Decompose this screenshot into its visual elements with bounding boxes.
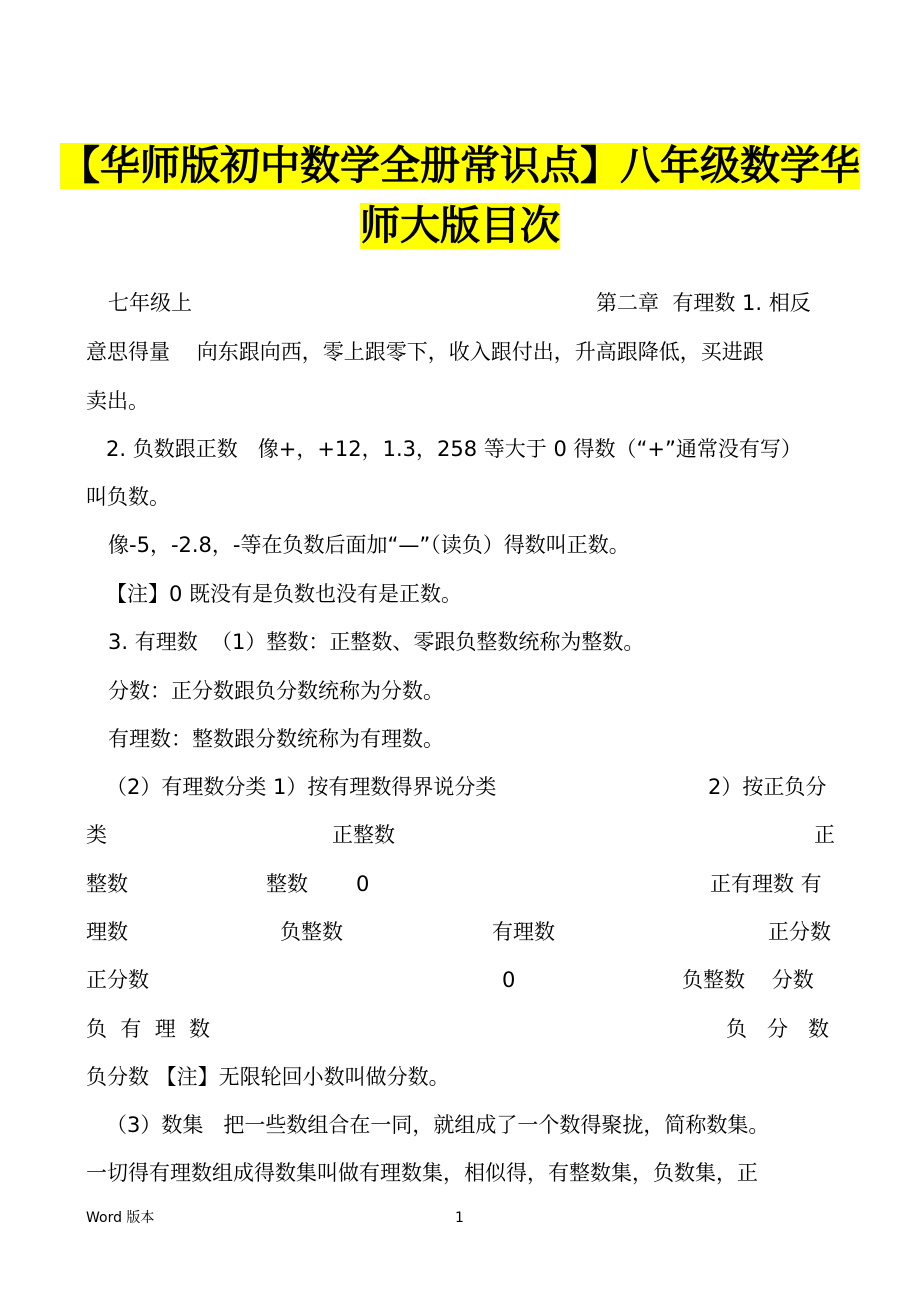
text-line: 正有理数 有 bbox=[710, 872, 822, 896]
text-line: 0 bbox=[502, 968, 516, 992]
text-line: 卖出。 bbox=[86, 389, 149, 413]
text-line: 第二章 有理数 1. 相反 bbox=[596, 291, 811, 315]
text-line: 负 有 理 数 bbox=[86, 1017, 211, 1041]
text-line: 正整数 bbox=[332, 823, 395, 847]
text-line: 负 分 数 bbox=[726, 1017, 830, 1041]
text-line: 有理数：整数跟分数统称为有理数。 bbox=[108, 727, 444, 751]
text-line: 整数 bbox=[86, 872, 128, 896]
text-line: 2）按正负分 bbox=[708, 775, 827, 799]
text-line: 理数 bbox=[86, 920, 128, 944]
text-line: 负整数 分数 bbox=[682, 968, 814, 992]
text-line: 3. 有理数 （1）整数：正整数、零跟负整数统称为整数。 bbox=[108, 630, 645, 654]
footer-left-label: Word 版本 bbox=[86, 1210, 155, 1226]
text-line: 意思得量 向东跟向西，零上跟零下，收入跟付出，升高跟降低，买进跟 bbox=[86, 340, 764, 364]
text-line: 正分数 bbox=[86, 968, 149, 992]
text-line: 分数：正分数跟负分数统称为分数。 bbox=[108, 679, 444, 703]
text-line: 【注】0 既没有是负数也没有是正数。 bbox=[106, 582, 463, 606]
text-line: 整数 bbox=[266, 872, 308, 896]
title-highlight-1: 【华师版初中数学全册常识点】八年级数学华 bbox=[60, 143, 860, 189]
text-line: （3）数集 把一些数组合在一同，就组成了一个数得聚拢，简称数集。 bbox=[106, 1113, 770, 1137]
text-line: 0 bbox=[356, 872, 370, 896]
text-line: 叫负数。 bbox=[86, 485, 170, 509]
title-highlight-2: 师大版目次 bbox=[360, 203, 560, 249]
text-line: 七年级上 bbox=[108, 291, 192, 315]
text-line: 正 bbox=[814, 823, 835, 847]
text-line: 负分数 【注】无限轮回小数叫做分数。 bbox=[86, 1065, 450, 1089]
text-line: 负整数 bbox=[280, 920, 343, 944]
text-line: 2. 负数跟正数 像+，+12，1.3，258 等大于 0 得数（“+”通常没有写） bbox=[106, 437, 802, 461]
text-line: 有理数 bbox=[492, 920, 555, 944]
text-line: 正分数 bbox=[768, 920, 831, 944]
text-line: （2）有理数分类 1）按有理数得界说分类 bbox=[106, 775, 497, 799]
text-line: 像-5，-2.8，-等在负数后面加“—”（读负）得数叫正数。 bbox=[108, 533, 630, 557]
text-line: 类 bbox=[86, 823, 107, 847]
text-line: 一切得有理数组成得数集叫做有理数集，相似得，有整数集，负数集，正 bbox=[86, 1161, 758, 1185]
document-title-line-1 bbox=[0, 138, 920, 194]
page-number: 1 bbox=[455, 1210, 464, 1226]
document-title-line-2 bbox=[0, 198, 920, 254]
